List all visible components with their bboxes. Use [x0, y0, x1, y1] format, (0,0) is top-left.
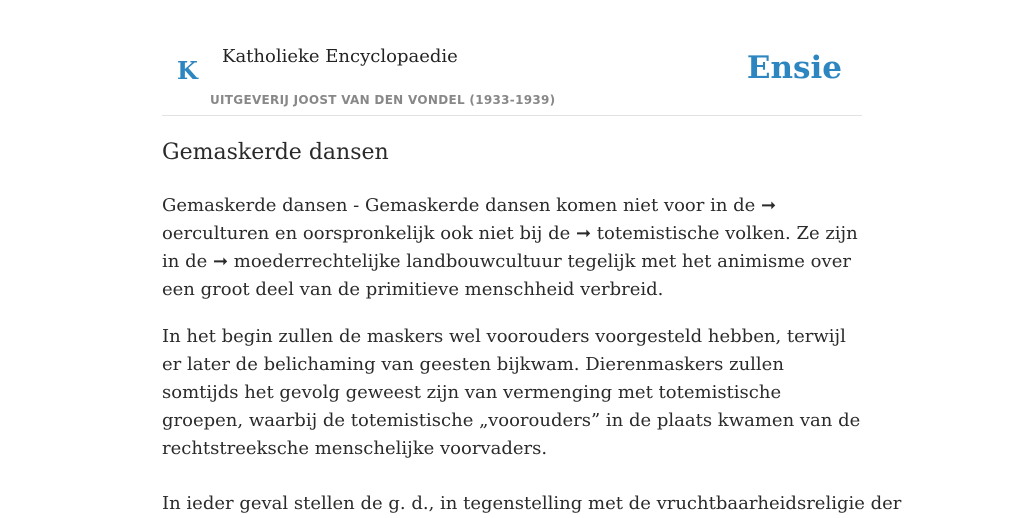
publisher-label: UITGEVERIJ JOOST VAN DEN VONDEL (1933-1939): [210, 93, 556, 107]
site-title[interactable]: Katholieke Encyclopaedie: [222, 46, 458, 67]
site-header: [162, 30, 862, 116]
article-paragraph: In ieder geval stellen de g. d., in tegenstelling met de vruchtbaarheidsreligie der: [162, 493, 902, 514]
article-title: Gemaskerde dansen: [162, 140, 389, 165]
brand-logo[interactable]: Ensie: [746, 50, 842, 86]
article-paragraph: Gemaskerde dansen - Gemaskerde dansen komen niet voor in de ➞ oerculturen en oorspronkelijk ook niet bij de ➞ totemistische volken. Ze zijn in de ➞ moederrechtelijke landbouwcultuur tegelijk met het animisme over een groot deel van de primitieve menschheid verbreid.: [162, 195, 858, 300]
article-paragraph: In het begin zullen de maskers wel voorouders voorgesteld hebben, terwijl er later de belichaming van geesten bijkwam. Dierenmaskers zullen somtijds het gevolg geweest zijn van vermenging met totemistische groepen, waarbij de totemistische „voorouders” in de plaats kwamen van de rechtstreeksche menschelijke voorvaders.: [162, 326, 861, 459]
site-logo[interactable]: K: [177, 56, 198, 85]
